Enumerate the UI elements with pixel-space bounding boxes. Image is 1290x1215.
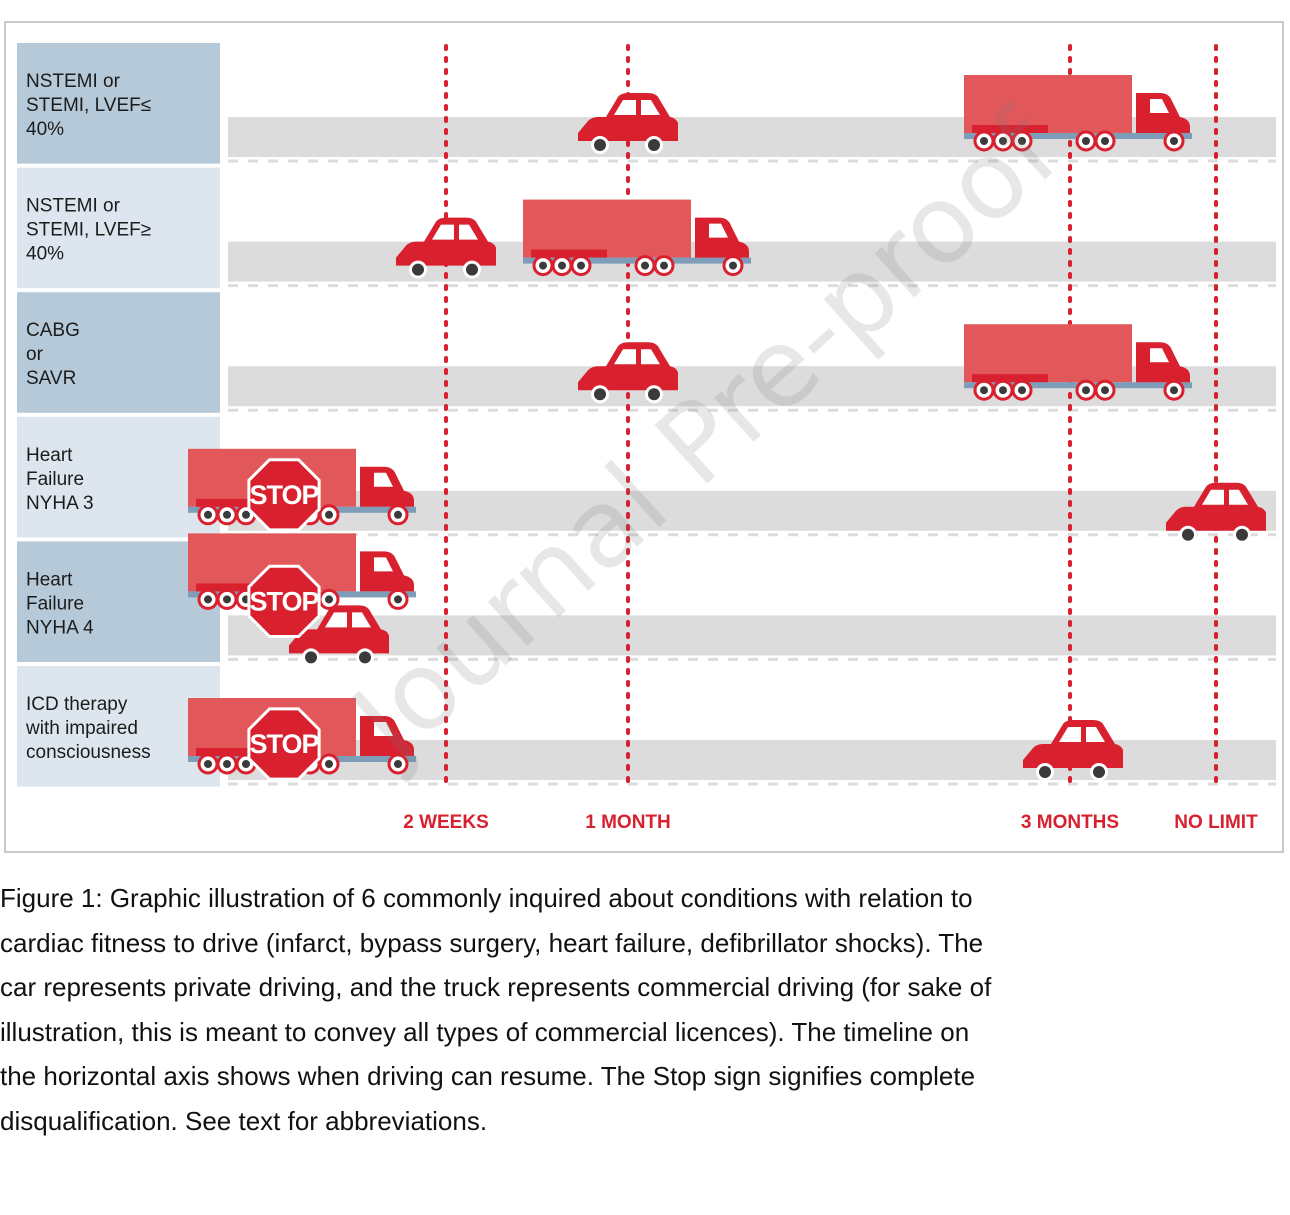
row-label-line: NYHA 3 xyxy=(26,492,94,514)
road-lane xyxy=(228,242,1276,282)
stop-sign-label: STOP xyxy=(249,729,319,759)
row-label-line: NSTEMI or xyxy=(26,71,120,92)
row-label-line: STEMI, LVEF≥ xyxy=(26,219,152,241)
row-label-line: with impaired xyxy=(26,718,138,739)
caption-line: illustration, this is meant to convey all types of commercial licences). The timeline on xyxy=(0,1016,970,1047)
caption-line: car represents private driving, and the truck represents commercial driving (for sake of xyxy=(0,972,992,1002)
caption-line: disqualification. See text for abbreviations. xyxy=(0,1105,488,1136)
stop-sign-icon xyxy=(249,709,320,779)
timeline-tick-label: 2 WEEKS xyxy=(403,812,489,833)
timeline-tick-label: 1 MONTH xyxy=(585,812,671,833)
row-label-line: 40% xyxy=(26,243,65,265)
row-label-line: NSTEMI or xyxy=(26,195,120,217)
row-label-line: NYHA 4 xyxy=(26,617,94,639)
row-label-line: Failure xyxy=(26,468,85,490)
stop-sign-label: STOP xyxy=(249,586,319,617)
caption-line: the horizontal axis shows when driving can resume. The Stop sign signifies complete xyxy=(0,1061,976,1091)
row-label-line: consciousness xyxy=(26,742,151,763)
row-label-panel xyxy=(17,292,220,413)
timeline-tick-label: 3 MONTHS xyxy=(1020,812,1120,833)
stop-sign-icon xyxy=(249,460,320,530)
caption-line: cardiac fitness to drive (infarct, bypass surgery, heart failure, defibrillator shocks). The xyxy=(0,927,984,958)
row-label-line: CABG xyxy=(26,320,80,342)
row-label-line: ICD therapy xyxy=(26,694,128,715)
row-label-line: 40% xyxy=(26,119,65,140)
timeline-tick-label: NO LIMIT xyxy=(1174,812,1258,833)
row-label-line: or xyxy=(26,344,43,366)
row-label-line: Heart xyxy=(26,569,73,591)
row-label-line: STEMI, LVEF≤ xyxy=(26,95,152,116)
figure-caption xyxy=(0,876,1275,1143)
row-label-line: Heart xyxy=(26,444,73,466)
row-label-line: Failure xyxy=(26,593,85,615)
caption-line: Figure 1: Graphic illustration of 6 commonly inquired about conditions with relation to xyxy=(0,883,973,913)
row-label-line: SAVR xyxy=(26,368,77,390)
stop-sign-label: STOP xyxy=(249,479,319,510)
stop-sign-icon xyxy=(249,566,320,636)
